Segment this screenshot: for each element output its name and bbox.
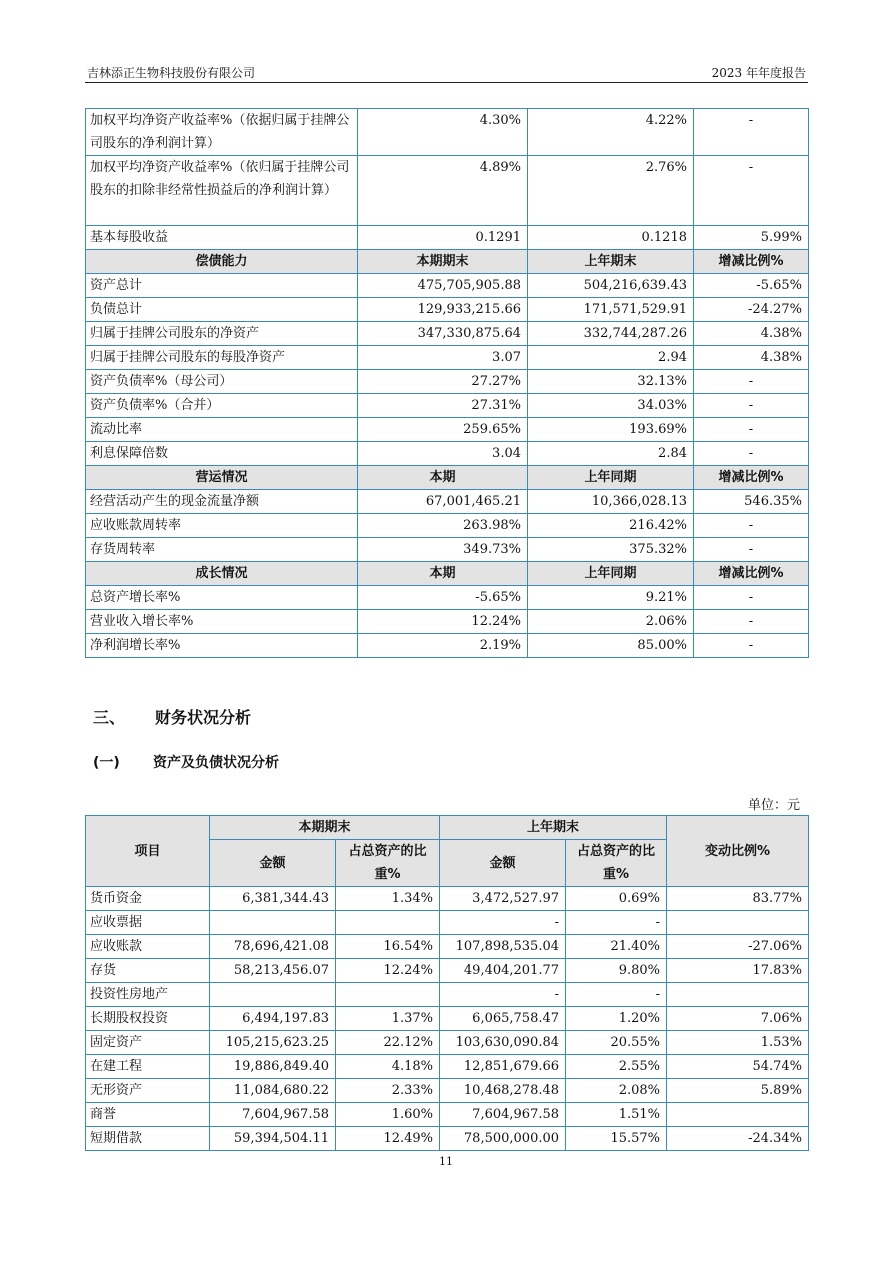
current-ratio: 2.33% [336, 1079, 440, 1103]
change-value: -24.27% [694, 298, 809, 322]
column-header: 增减比例% [694, 250, 809, 274]
company-name: 吉林添正生物科技股份有限公司 [87, 66, 256, 80]
table-row [86, 911, 809, 935]
row-label: 资产总计 [86, 274, 358, 298]
previous-amount: 103,630,090.84 [440, 1031, 566, 1055]
change-value: - [694, 586, 809, 610]
current-ratio: 1.37% [336, 1007, 440, 1031]
previous-amount: 12,851,679.66 [440, 1055, 566, 1079]
page-number: 11 [439, 1155, 453, 1168]
row-label: 营业收入增长率% [86, 610, 358, 634]
table-row [86, 394, 809, 418]
item-name: 长期股权投资 [86, 1007, 210, 1031]
column-header-change: 变动比例% [667, 816, 809, 887]
previous-value: 2.94 [528, 346, 694, 370]
previous-value: 332,744,287.26 [528, 322, 694, 346]
previous-amount: 10,468,278.48 [440, 1079, 566, 1103]
previous-ratio: 2.08% [566, 1079, 667, 1103]
current-value: 349.73% [358, 538, 528, 562]
change-ratio: 5.89% [667, 1079, 809, 1103]
table-row [86, 1055, 809, 1079]
column-header-ratio: 占总资产的比重% [336, 840, 440, 887]
previous-amount: 49,404,201.77 [440, 959, 566, 983]
change-ratio: 54.74% [667, 1055, 809, 1079]
current-amount: 7,604,967.58 [210, 1103, 336, 1127]
current-value: 67,001,465.21 [358, 490, 528, 514]
item-name: 货币资金 [86, 887, 210, 911]
current-ratio: 1.60% [336, 1103, 440, 1127]
current-amount: 105,215,623.25 [210, 1031, 336, 1055]
change-value: - [694, 370, 809, 394]
row-label: 利息保障倍数 [86, 442, 358, 466]
table-row [86, 959, 809, 983]
column-header: 本期期末 [358, 250, 528, 274]
item-name: 在建工程 [86, 1055, 210, 1079]
current-value: 4.89% [358, 156, 528, 226]
table-row [86, 418, 809, 442]
table-row [86, 156, 809, 226]
previous-ratio: 15.57% [566, 1127, 667, 1151]
current-value: 4.30% [358, 109, 528, 156]
change-ratio: 83.77% [667, 887, 809, 911]
previous-amount: - [440, 983, 566, 1007]
row-label: 归属于挂牌公司股东的每股净资产 [86, 346, 358, 370]
row-label: 资产负债率%（合并） [86, 394, 358, 418]
item-name: 存货 [86, 959, 210, 983]
current-value: 27.27% [358, 370, 528, 394]
current-amount: 59,394,504.11 [210, 1127, 336, 1151]
column-header-previous-group: 上年期末 [440, 816, 667, 840]
change-value: 4.38% [694, 322, 809, 346]
unit-label: 单位：元 [747, 798, 800, 813]
table-row [86, 226, 809, 250]
page-header [85, 64, 808, 83]
change-value: - [694, 418, 809, 442]
item-name: 无形资产 [86, 1079, 210, 1103]
column-header-amount: 金额 [440, 840, 566, 887]
table-row [86, 1007, 809, 1031]
subsection-heading [93, 752, 279, 772]
change-value: - [694, 109, 809, 156]
table-row [86, 274, 809, 298]
change-ratio [667, 911, 809, 935]
section-header-label: 营运情况 [86, 466, 358, 490]
column-header-amount: 金额 [210, 840, 336, 887]
column-header: 本期 [358, 466, 528, 490]
previous-value: 34.03% [528, 394, 694, 418]
current-value: 475,705,905.88 [358, 274, 528, 298]
change-ratio: 7.06% [667, 1007, 809, 1031]
current-amount [210, 911, 336, 935]
current-value: 2.19% [358, 634, 528, 658]
current-value: 347,330,875.64 [358, 322, 528, 346]
current-ratio: 1.34% [336, 887, 440, 911]
current-ratio: 12.49% [336, 1127, 440, 1151]
column-header: 上年同期 [528, 466, 694, 490]
table-row [86, 887, 809, 911]
previous-amount: - [440, 911, 566, 935]
change-ratio: 17.83% [667, 959, 809, 983]
previous-value: 9.21% [528, 586, 694, 610]
row-label: 基本每股收益 [86, 226, 358, 250]
change-value: 4.38% [694, 346, 809, 370]
previous-value: 216.42% [528, 514, 694, 538]
section-header-label: 偿债能力 [86, 250, 358, 274]
previous-value: 2.84 [528, 442, 694, 466]
table-row [86, 935, 809, 959]
section-header-row [86, 250, 809, 274]
table-row [86, 442, 809, 466]
current-value: -5.65% [358, 586, 528, 610]
previous-ratio: 1.51% [566, 1103, 667, 1127]
row-label: 净利润增长率% [86, 634, 358, 658]
current-amount: 58,213,456.07 [210, 959, 336, 983]
change-value: 546.35% [694, 490, 809, 514]
table-row [86, 322, 809, 346]
change-value: - [694, 156, 809, 226]
current-amount: 6,381,344.43 [210, 887, 336, 911]
row-label: 流动比率 [86, 418, 358, 442]
table-row [86, 634, 809, 658]
current-amount: 6,494,197.83 [210, 1007, 336, 1031]
current-ratio: 22.12% [336, 1031, 440, 1055]
column-header-current-group: 本期期末 [210, 816, 440, 840]
current-ratio: 4.18% [336, 1055, 440, 1079]
previous-value: 0.1218 [528, 226, 694, 250]
previous-value: 193.69% [528, 418, 694, 442]
change-ratio: -24.34% [667, 1127, 809, 1151]
previous-ratio: 0.69% [566, 887, 667, 911]
current-value: 259.65% [358, 418, 528, 442]
current-value: 263.98% [358, 514, 528, 538]
table-row [86, 610, 809, 634]
current-amount: 11,084,680.22 [210, 1079, 336, 1103]
assets-liabilities-table [85, 815, 809, 1151]
row-label: 总资产增长率% [86, 586, 358, 610]
row-label: 负债总计 [86, 298, 358, 322]
item-name: 商誉 [86, 1103, 210, 1127]
table-row [86, 1079, 809, 1103]
table-row [86, 490, 809, 514]
table-row [86, 1031, 809, 1055]
column-header: 本期 [358, 562, 528, 586]
change-value: -5.65% [694, 274, 809, 298]
previous-ratio: 20.55% [566, 1031, 667, 1055]
change-value: - [694, 538, 809, 562]
current-ratio: 12.24% [336, 959, 440, 983]
previous-ratio: 1.20% [566, 1007, 667, 1031]
table-row [86, 370, 809, 394]
previous-amount: 6,065,758.47 [440, 1007, 566, 1031]
previous-value: 85.00% [528, 634, 694, 658]
table-row [86, 1127, 809, 1151]
table-row [86, 109, 809, 156]
report-title: 2023 年年度报告 [711, 66, 806, 80]
previous-amount: 3,472,527.97 [440, 887, 566, 911]
subsection-title: 资产及负债状况分析 [153, 755, 279, 771]
previous-value: 171,571,529.91 [528, 298, 694, 322]
row-label: 存货周转率 [86, 538, 358, 562]
change-value: - [694, 634, 809, 658]
section-header-row [86, 466, 809, 490]
column-header: 上年同期 [528, 562, 694, 586]
current-value: 3.04 [358, 442, 528, 466]
table-row [86, 346, 809, 370]
item-name: 应收账款 [86, 935, 210, 959]
financial-indicators-table [85, 108, 809, 658]
previous-value: 4.22% [528, 109, 694, 156]
subsection-number: (一) [93, 755, 120, 771]
current-ratio: 16.54% [336, 935, 440, 959]
previous-ratio: 21.40% [566, 935, 667, 959]
previous-amount: 7,604,967.58 [440, 1103, 566, 1127]
row-label: 应收账款周转率 [86, 514, 358, 538]
previous-ratio: - [566, 983, 667, 1007]
change-ratio: -27.06% [667, 935, 809, 959]
section-heading [93, 705, 251, 728]
table-row [86, 1103, 809, 1127]
row-label: 归属于挂牌公司股东的净资产 [86, 322, 358, 346]
column-header-item: 项目 [86, 816, 210, 887]
previous-ratio: 2.55% [566, 1055, 667, 1079]
current-value: 27.31% [358, 394, 528, 418]
previous-value: 504,216,639.43 [528, 274, 694, 298]
previous-amount: 78,500,000.00 [440, 1127, 566, 1151]
section-header-row [86, 562, 809, 586]
column-header: 增减比例% [694, 562, 809, 586]
table-row [86, 514, 809, 538]
current-value: 0.1291 [358, 226, 528, 250]
row-label: 加权平均净资产收益率%（依归属于挂牌公司股东的扣除非经常性损益后的净利润计算） [86, 156, 358, 226]
current-amount [210, 983, 336, 1007]
change-value: - [694, 610, 809, 634]
row-label: 加权平均净资产收益率%（依据归属于挂牌公司股东的净利润计算） [86, 109, 358, 156]
row-label: 经营活动产生的现金流量净额 [86, 490, 358, 514]
item-name: 投资性房地产 [86, 983, 210, 1007]
change-value: 5.99% [694, 226, 809, 250]
current-amount: 78,696,421.08 [210, 935, 336, 959]
previous-value: 32.13% [528, 370, 694, 394]
change-ratio [667, 1103, 809, 1127]
section-header-label: 成长情况 [86, 562, 358, 586]
current-value: 3.07 [358, 346, 528, 370]
current-value: 129,933,215.66 [358, 298, 528, 322]
item-name: 短期借款 [86, 1127, 210, 1151]
section-title: 财务状况分析 [155, 708, 252, 727]
change-value: - [694, 394, 809, 418]
previous-value: 10,366,028.13 [528, 490, 694, 514]
column-header: 增减比例% [694, 466, 809, 490]
current-value: 12.24% [358, 610, 528, 634]
previous-value: 2.76% [528, 156, 694, 226]
previous-value: 375.32% [528, 538, 694, 562]
change-ratio [667, 983, 809, 1007]
change-ratio: 1.53% [667, 1031, 809, 1055]
column-header: 上年期末 [528, 250, 694, 274]
previous-ratio: 9.80% [566, 959, 667, 983]
current-amount: 19,886,849.40 [210, 1055, 336, 1079]
current-ratio [336, 911, 440, 935]
table-row [86, 538, 809, 562]
section-number: 三、 [93, 708, 126, 727]
row-label: 资产负债率%（母公司） [86, 370, 358, 394]
table-row [86, 586, 809, 610]
table-row [86, 983, 809, 1007]
item-name: 应收票据 [86, 911, 210, 935]
table-row [86, 298, 809, 322]
change-value: - [694, 514, 809, 538]
change-value: - [694, 442, 809, 466]
previous-value: 2.06% [528, 610, 694, 634]
previous-amount: 107,898,535.04 [440, 935, 566, 959]
current-ratio [336, 983, 440, 1007]
item-name: 固定资产 [86, 1031, 210, 1055]
column-header-ratio: 占总资产的比重% [566, 840, 667, 887]
previous-ratio: - [566, 911, 667, 935]
